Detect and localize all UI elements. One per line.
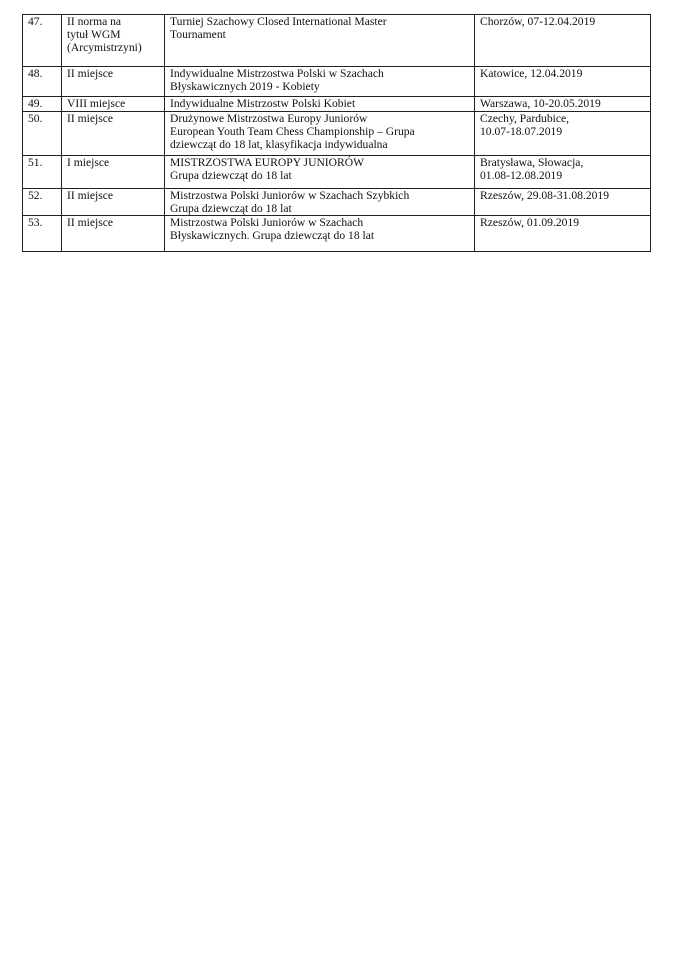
event-name: Drużynowe Mistrzostwa Europy Juniorów European Youth Team Chess Championship – Grupa dziewcząt do 18 lat, klasyfikacja indywidualna [165,112,475,156]
row-number: 52. [23,189,62,216]
placement: VIII miejsce [62,97,165,112]
table-row [23,156,651,189]
row-number: 49. [23,97,62,112]
venue-date: Bratysława, Słowacja, 01.08-12.08.2019 [475,156,651,189]
event-name: Mistrzostwa Polski Juniorów w Szachach Błyskawicznych. Grupa dziewcząt do 18 lat [165,216,475,252]
table-row [23,112,651,156]
venue-date: Warszawa, 10-20.05.2019 [475,97,651,112]
venue-date: Rzeszów, 29.08-31.08.2019 [475,189,651,216]
row-number: 50. [23,112,62,156]
placement: II miejsce [62,216,165,252]
venue-date: Katowice, 12.04.2019 [475,67,651,97]
table-row [23,97,651,112]
event-name: Mistrzostwa Polski Juniorów w Szachach Szybkich Grupa dziewcząt do 18 lat [165,189,475,216]
placement: II miejsce [62,189,165,216]
row-number: 47. [23,15,62,67]
venue-date: Rzeszów, 01.09.2019 [475,216,651,252]
row-number: 51. [23,156,62,189]
event-name: MISTRZOSTWA EUROPY JUNIORÓW Grupa dziewcząt do 18 lat [165,156,475,189]
row-number: 53. [23,216,62,252]
event-name: Turniej Szachowy Closed International Master Tournament [165,15,475,67]
placement: II miejsce [62,67,165,97]
event-name: Indywidualne Mistrzostwa Polski w Szachach Błyskawicznych 2019 - Kobiety [165,67,475,97]
row-number: 48. [23,67,62,97]
placement: I miejsce [62,156,165,189]
venue-date: Chorzów, 07-12.04.2019 [475,15,651,67]
placement: II miejsce [62,112,165,156]
event-name: Indywidualne Mistrzostw Polski Kobiet [165,97,475,112]
venue-date: Czechy, Pardubice, 10.07-18.07.2019 [475,112,651,156]
table-row [23,216,651,252]
placement: II norma na tytuł WGM (Arcymistrzyni) [62,15,165,67]
table-row [23,15,651,67]
results-table [22,14,651,252]
table-row [23,67,651,97]
table-row [23,189,651,216]
